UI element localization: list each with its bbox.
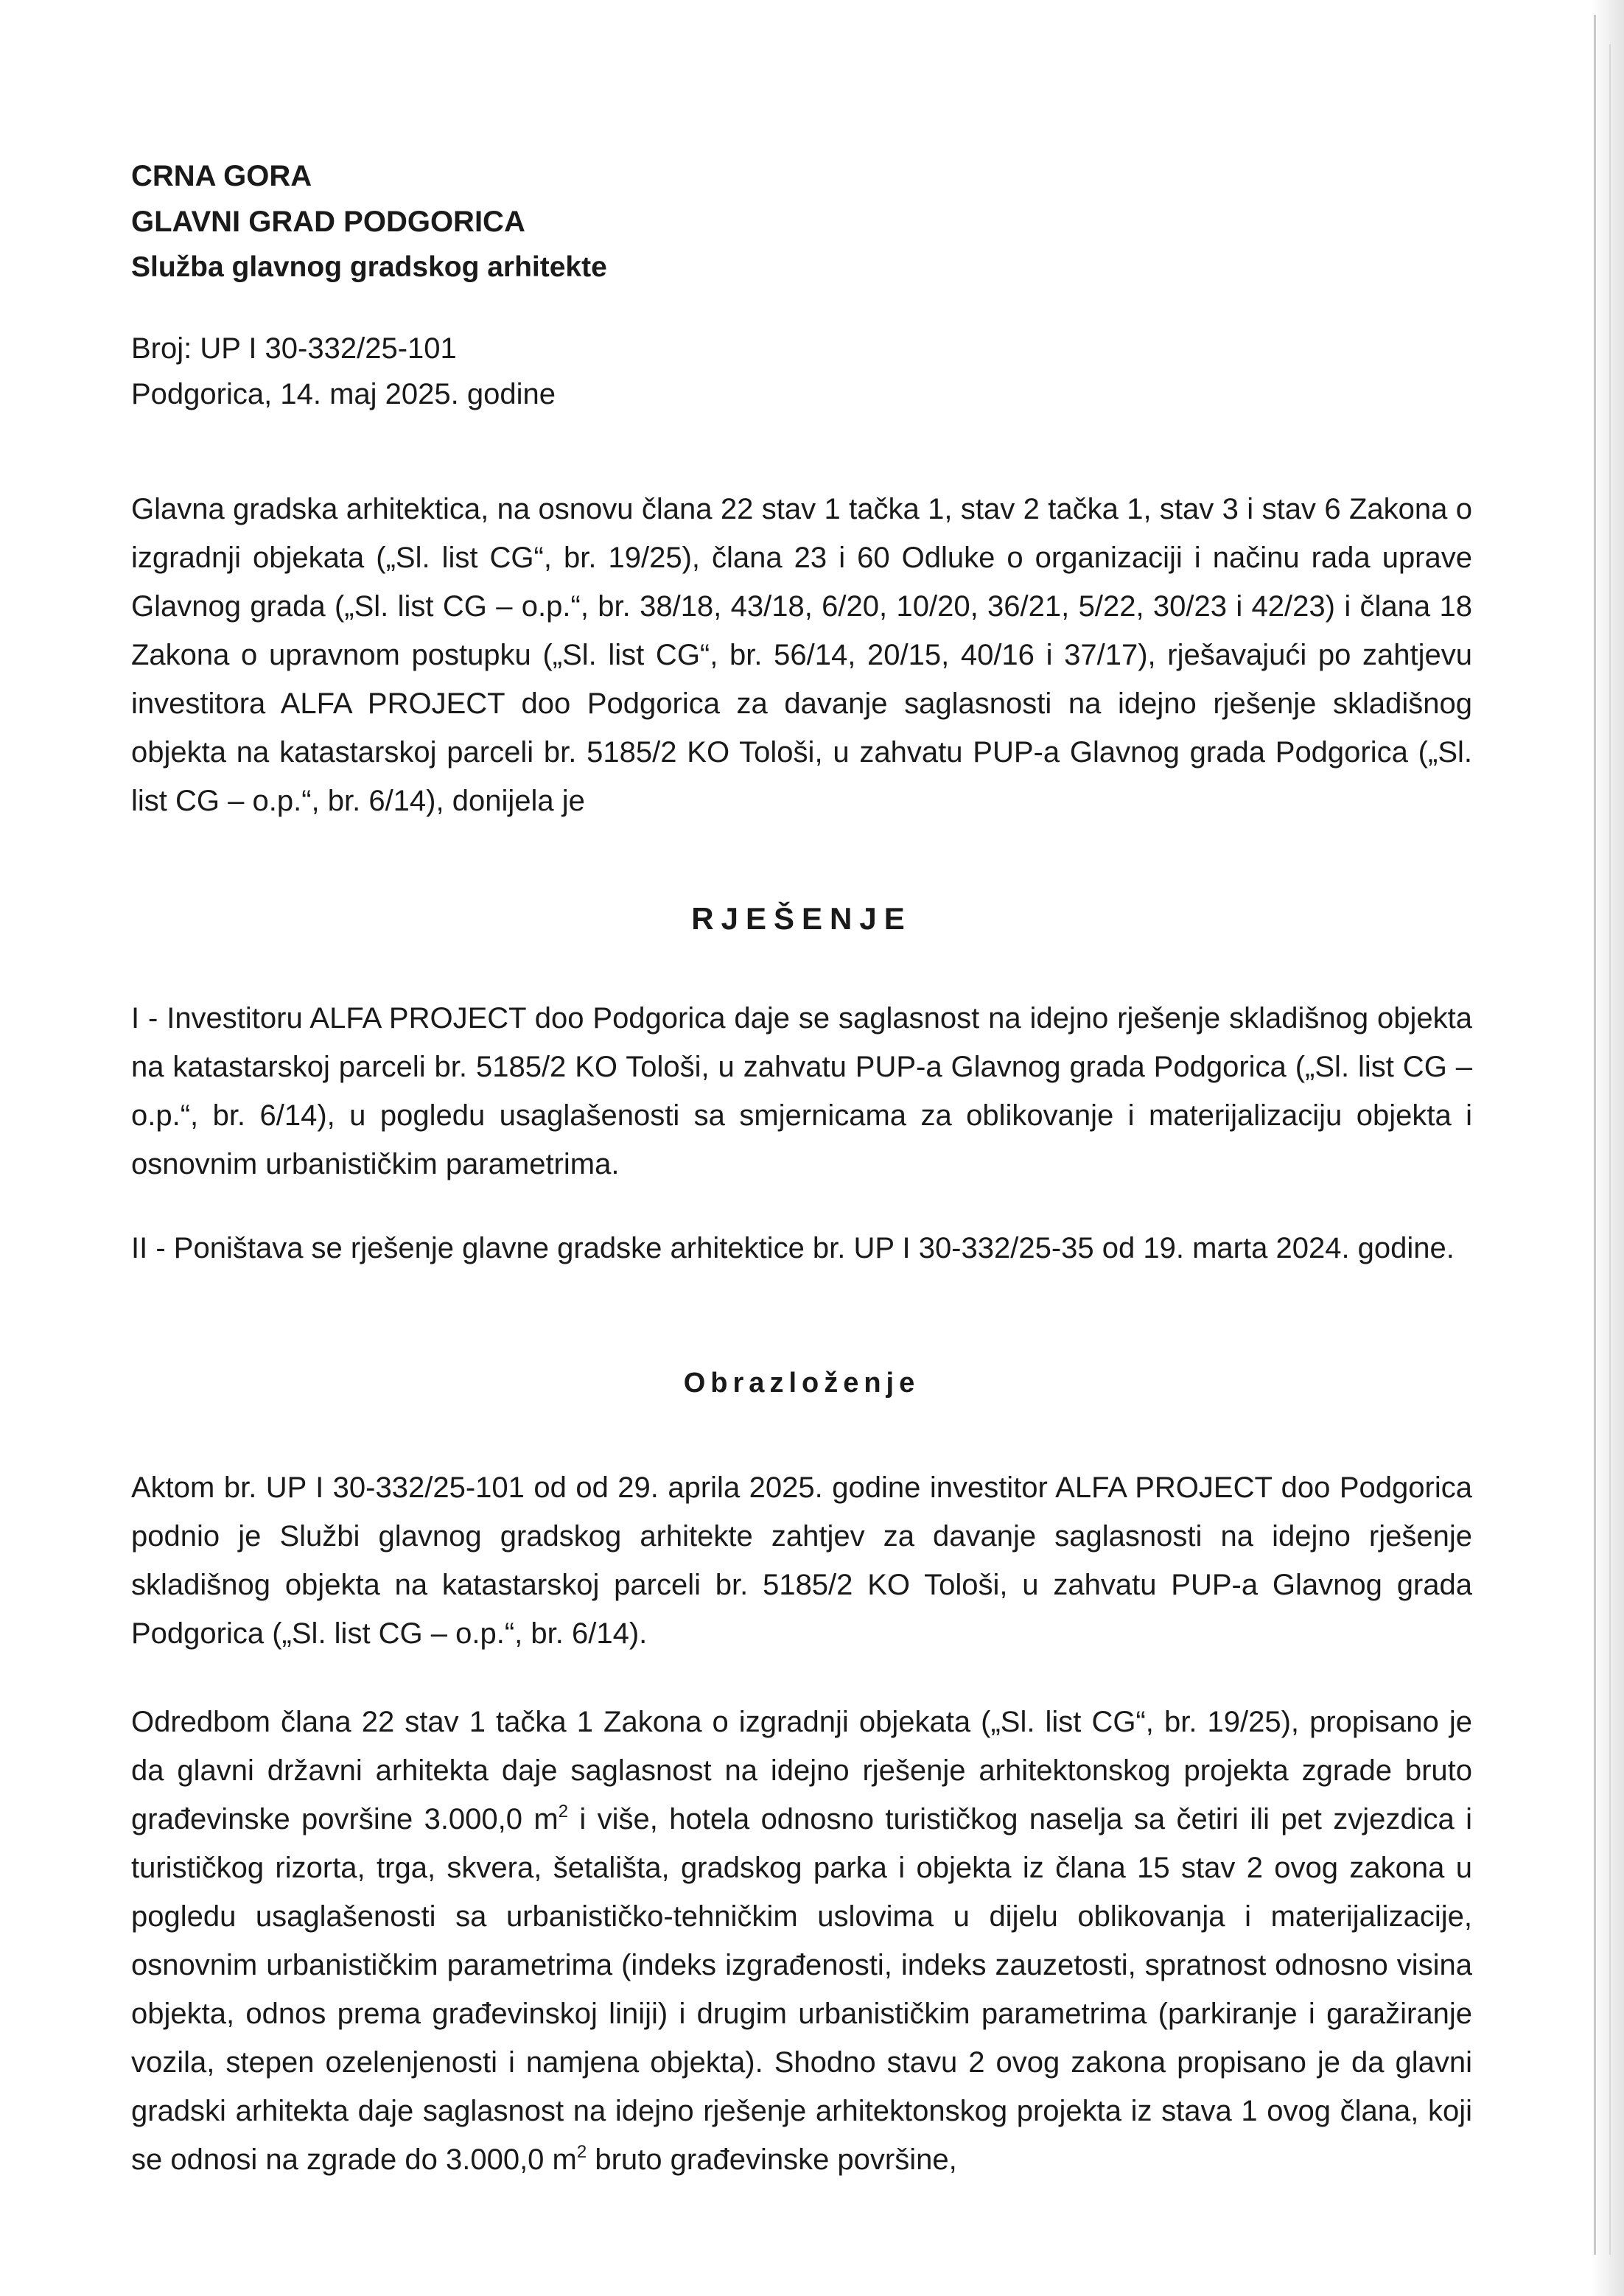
document-body xyxy=(131,153,1472,2184)
document-number: Broj: UP I 30-332/25-101 xyxy=(131,332,457,365)
reasoning-paragraph-2-text: bruto građevinske površine, xyxy=(587,2143,957,2176)
superscript-2: 2 xyxy=(576,2142,587,2162)
reasoning-paragraph-2-text: Odredbom člana 22 stav 1 tačka 1 Zakona o izgradnji objekata („Sl. list CG“, br. 19/25), propisano je da glavni državni arhitekta daje saglasnost na idejno rješenje arhitektonskog projekta zgrade bruto građevinske površine 3.000,0 m xyxy=(131,1706,1472,1835)
superscript-2: 2 xyxy=(558,1802,569,1821)
decision-item-2: II - Poništava se rješenje glavne gradske arhitektice br. UP I 30-332/25-35 od 19. marta 2024. godine. xyxy=(131,1232,1455,1264)
page-edge-shadow xyxy=(1592,0,1624,2296)
document-header xyxy=(131,153,1472,290)
document-place-date: Podgorica, 14. maj 2025. godine xyxy=(131,378,556,410)
header-service: Služba glavnog gradskog arhitekte xyxy=(131,251,607,283)
reasoning-title: Obrazloženje xyxy=(683,1368,920,1399)
document-meta xyxy=(131,326,1472,417)
intro-paragraph: Glavna gradska arhitektica, na osnovu člana 22 stav 1 tačka 1, stav 2 tačka 1, stav 3 i stav 6 Zakona o izgradnji objekata („Sl. list CG“, br. 19/25), člana 23 i 60 Odluke o organizaciji i načinu rada uprave Glavnog grada („Sl. list CG – o.p.“, br. 38/18, 43/18, 6/20, 10/20, 36/21, 5/22, 30/23 i 42/23) i člana 18 Zakona o upravnom postupku („Sl. list CG“, br. 56/14, 20/15, 40/16 i 37/17), rješavajući po zahtjevu investitora ALFA PROJECT doo Podgorica za davanje saglasnosti na idejno rješenje skladišnog objekta na katastarskoj parceli br. 5185/2 KO Tološi, u zahvatu PUP-a Glavnog grada Podgorica („Sl. list CG – o.p.“, br. 6/14), donijela je xyxy=(131,493,1472,817)
decision-item-1: I - Investitoru ALFA PROJECT doo Podgorica daje se saglasnost na idejno rješenje skladišnog objekta na katastarskoj parceli br. 5185/2 KO Tološi, u zahvatu PUP-a Glavnog grada Podgorica („Sl. list CG – o.p.“, br. 6/14), u pogledu usaglašenosti sa smjernicama za oblikovanje i materijalizaciju objekta i osnovnim urbanističkim parametrima. xyxy=(131,1002,1472,1180)
header-country: CRNA GORA xyxy=(131,160,312,192)
reasoning-paragraph-2-text: i više, hotela odnosno turističkog naselja sa četiri ili pet zvjezdica i turističkog rizorta, trga, skvera, šetališta, gradskog parka i objekta iz člana 15 stav 2 ovog zakona u pogledu usaglašenosti sa urbanističko-tehničkim uslovima u dijelu oblikovanja i materijalizacije, osnovnim urbanističkim parametrima (indeks izgrađenosti, indeks zauzetosti, spratnost odnosno visina objekta, odnos prema građevinskoj liniji) i drugim urbanističkim parametrima (parkiranje i garažiranje vozila, stepen ozelenjenosti i namjena objekta). Shodno stavu 2 ovog zakona propisano je da glavni gradski arhitekta daje saglasnost na idejno rješenje arhitektonskog projekta iz stava 1 ovog člana, koji se odnosi na zgrade do 3.000,0 m xyxy=(131,1803,1472,2176)
page-edge-line xyxy=(1594,15,1596,2255)
decision-title: RJEŠENJE xyxy=(691,901,912,936)
page-edge-line xyxy=(1609,44,1611,2255)
header-city: GLAVNI GRAD PODGORICA xyxy=(131,206,525,238)
reasoning-paragraph-1: Aktom br. UP I 30-332/25-101 od od 29. aprila 2025. godine investitor ALFA PROJECT doo Podgorica podnio je Službi glavnog gradskog arhitekte zahtjev za davanje saglasnosti na idejno rješenje skladišnog objekta na katastarskoj parceli br. 5185/2 KO Tološi, u zahvatu PUP-a Glavnog grada Podgorica („Sl. list CG – o.p.“, br. 6/14). xyxy=(131,1471,1472,1650)
reasoning-paragraph-2 xyxy=(131,1698,1472,2184)
